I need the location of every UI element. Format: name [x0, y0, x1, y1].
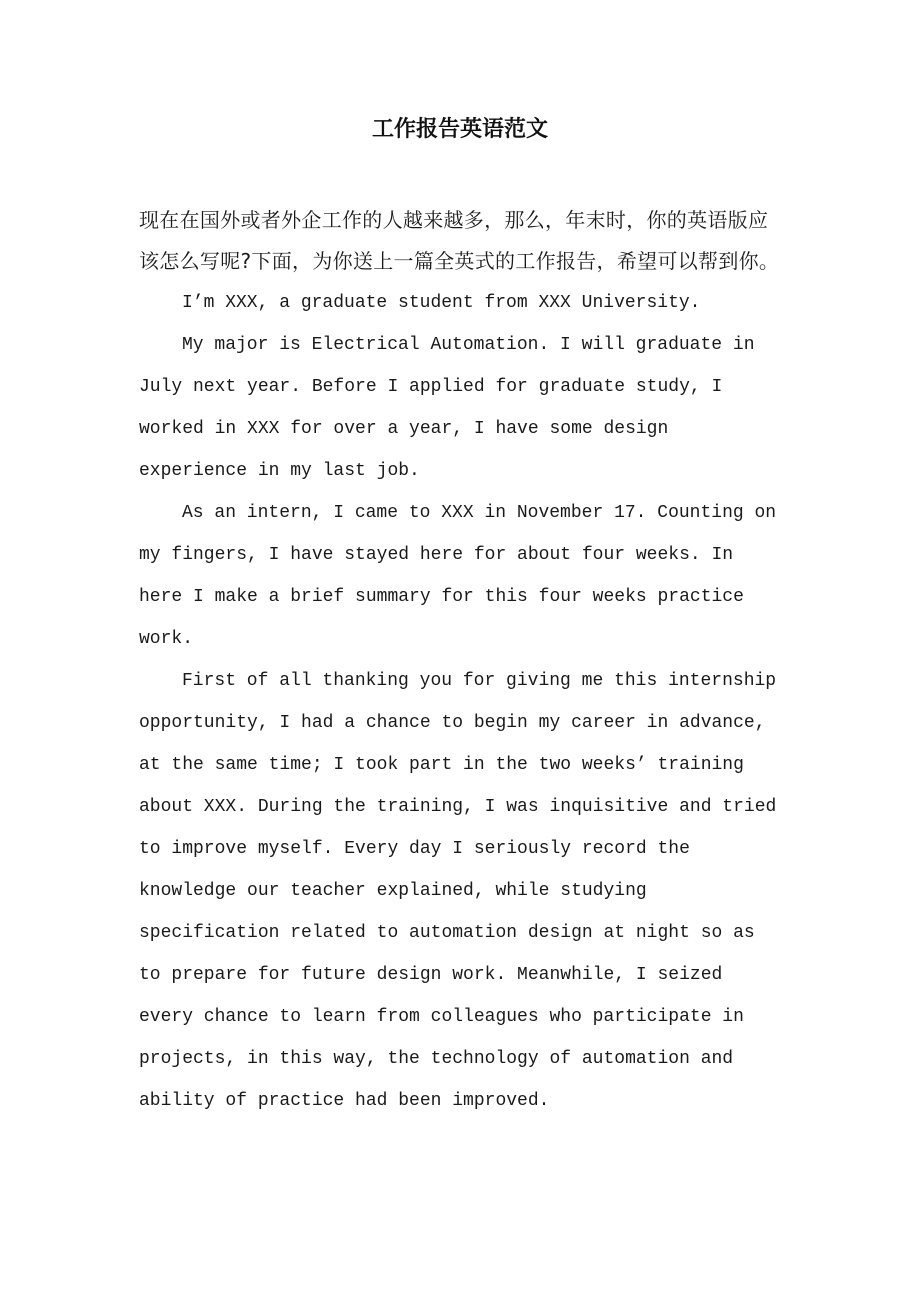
body-paragraph: My major is Electrical Automation. I will graduate in July next year. Before I applied for graduate study, I worked in XXX for over a year, I have some design experience in my last job. — [139, 335, 755, 481]
intro-paragraph: 现在在国外或者外企工作的人越来越多，那么，年末时，你的英语版应该怎么写呢?下面，为你送上一篇全英式的工作报告，希望可以帮到你。 — [139, 208, 780, 273]
body-paragraph: As an intern, I came to XXX in November 17. Counting on my fingers, I have stayed here for about four weeks. In here I make a brief summary for this four weeks practice work. — [139, 503, 777, 649]
document-title: 工作报告英语范文 — [371, 116, 548, 142]
body-paragraph: First of all thanking you for giving me this internship opportunity, I had a chance to begin my career in advance, at the same time; I took part in the two weeks’ training about XXX. During the training, I was inquisitive and tried to improve myself. Every day I seriously record the knowledge our teacher explained, while studying specification related to automation design at night so as to prepare for future design work. Meanwhile, I seized every chance to learn from colleagues who participate in projects, in this way, the technology of automation and ability of practice had been improved. — [139, 671, 777, 1111]
document-body — [139, 200, 780, 1122]
body-paragraph: I’m XXX, a graduate student from XXX University. — [182, 293, 701, 313]
